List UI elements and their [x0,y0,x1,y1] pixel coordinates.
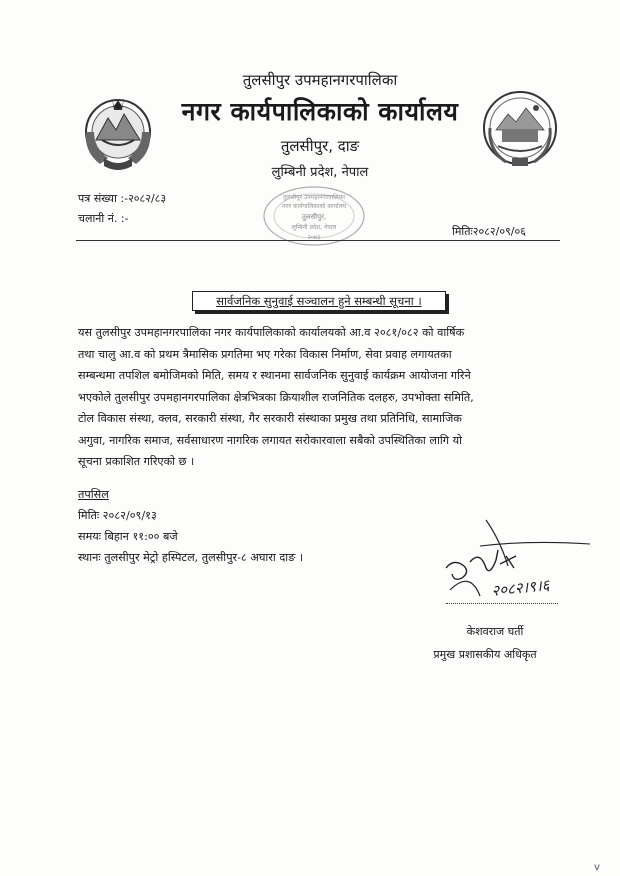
office-stamp [262,185,366,247]
body-line: भएकोले तुलसीपुर उपमहानगरपालिका क्षेत्रभित्रका क्रियाशील राजनितिक दलहरु, उपभोक्ता समिति, [78,390,474,404]
signature-line [446,603,558,604]
stamp-line-5: २०७३ [307,234,321,241]
signatory-title: प्रमुख प्रशासकीय अधिकृत [433,648,537,661]
office-address: तुलसीपुर, दाङ [280,137,360,155]
municipality-name: तुलसीपुर उपमहानगरपालिका [242,71,398,89]
body-line: यस तुलसीपुर उपमहानगरपालिका नगर कार्यपालिकाको कार्यालयको आ.व २०८१/०८२ को वार्षिक [78,326,465,339]
stamp-line-4: लुम्बिनी प्रदेश, नेपाल [291,224,337,231]
dispatch-number: चलानी नं. :- [78,212,129,225]
municipality-seal-icon [478,86,562,172]
signature-date: २०८२।९।६ [490,575,551,600]
signatory-name: केशवराज घर्ती [466,625,524,638]
stamp-line-1: तुलसीपुर उपमहानगरपालिका [283,194,345,201]
nepal-emblem-icon [78,92,158,176]
notice-body [78,322,562,473]
corner-mark: v [594,862,600,873]
details-venue: स्थानः तुलसीपुर मेट्रो हस्पिटल, तुलसीपुर-८ अघारा दाङ । [78,551,304,564]
notice-subject-text: सार्वजनिक सुनुवाई सञ्चालन हुने सम्बन्धी सूचना । [216,294,422,308]
body-line: टोल विकास संस्था, क्लव, सरकारी संस्था, गैर सरकारी संस्थाका प्रमुख तथा प्रतिनिधि, सामाजिक [78,412,462,425]
details-heading: तपसिल [78,488,109,501]
stamp-line-2: नगर कार्यपालिकाको कार्यालय [281,203,347,210]
header-divider [76,240,560,241]
body-line: सम्बन्धमा तपशिल बमोजिमको मिति, समय र स्थानमा सार्वजनिक सुनुवाई कार्यक्रम आयोजना गरिने [78,369,471,382]
office-province: लुम्बिनी प्रदेश, नेपाल [271,165,369,180]
body-line: सूचना प्रकाशित गरिएको छ । [78,455,195,468]
letter-number: पत्र संख्या :-२०८२/८३ [78,192,167,205]
body-line: तथा चालु आ.व को प्रथम त्रैमासिक प्रगतिमा भए गरेका विकास निर्माण, सेवा प्रवाह लगायतका [78,347,452,361]
details-date: मितिः २०८२/०९/१३ [78,509,157,522]
body-line: अगुवा, नागरिक समाज, सर्वसाधारण नागरिक लगायत सरोकारवाला सबैको उपस्थितिका लागि यो [78,433,462,447]
notice-subject [192,291,446,311]
signature-scribble [440,510,600,610]
office-name: नगर कार्यपालिकाको कार्यालय [181,97,459,126]
letter-date: मितिः२०८२/०९/०६ [452,225,526,238]
details-time: समयः बिहान ११:०० बजे [78,530,178,543]
stamp-line-3: तुलसीपुर, [301,213,327,221]
